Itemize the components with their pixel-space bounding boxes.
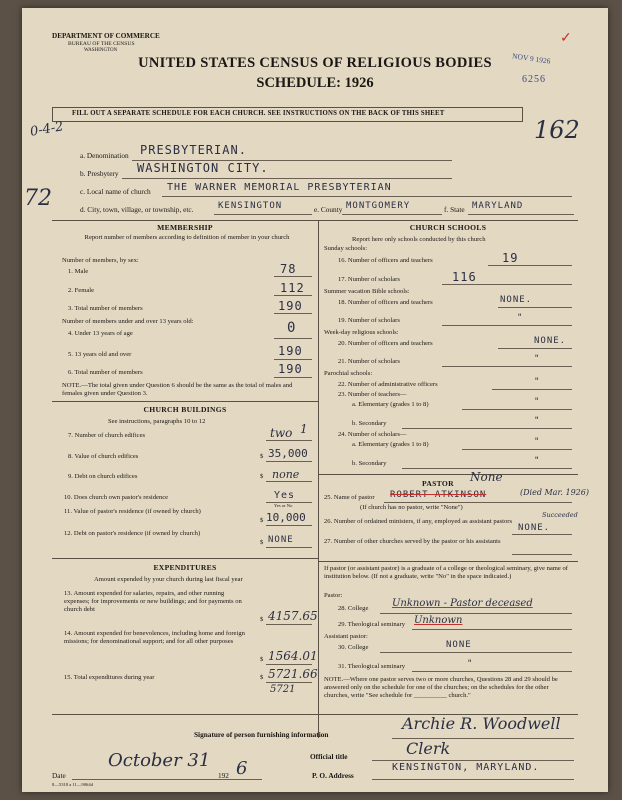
schools-heading: CHURCH SCHOOLS bbox=[409, 223, 487, 232]
q23b-label: b. Secondary bbox=[352, 420, 387, 427]
denomination-value: PRESBYTERIAN. bbox=[140, 143, 247, 157]
bureau-label: BUREAU OF THE CENSUS bbox=[68, 41, 135, 47]
q26-label: 26. Number of ordained ministers, if any, employed as assistant pastors bbox=[324, 518, 513, 525]
membership-note: NOTE.—The total given under Question 6 should be the same as the total of males and females given under Question 3. bbox=[62, 382, 293, 397]
q26-note: Succeeded bbox=[542, 511, 578, 519]
q29-value: Unknown bbox=[414, 615, 463, 626]
received-stamp-date: NOV 9 1926 bbox=[511, 51, 552, 66]
local-name-value: THE WARNER MEMORIAL PRESBYTERIAN bbox=[167, 182, 392, 193]
city-field-label: d. City, town, village, or township, etc. bbox=[80, 205, 194, 214]
schools-intro: Report here only schools conducted by this church bbox=[352, 236, 486, 243]
q29-label: 29. Theological seminary bbox=[338, 621, 406, 628]
q9-value: none bbox=[272, 468, 300, 481]
pastor-heading-note: None bbox=[470, 470, 503, 484]
membership-heading: MEMBERSHIP bbox=[157, 223, 213, 232]
official-title-value: Clerk bbox=[406, 739, 451, 758]
q17-value: 116 bbox=[452, 270, 477, 284]
q19-label: 19. Number of scholars bbox=[338, 317, 400, 324]
census-schedule-sheet: DEPARTMENT OF COMMERCE BUREAU OF THE CENSUS WASHINGTON UNITED STATES CENSUS OF RELIGIOUS BODIES SCHEDULE: 1926 NOV 9 1926 6256 ✓ FILL OUT A SEPARATE SCHEDULE FOR EACH CHURCH. SEE INSTRUCTIONS ON THE BACK OF THIS SHEET 0-4-2 162 72 a. Denomination PRESBYTERIAN. b. Presbytery WASHINGTON CITY. c. Local name of church THE WARNER MEMORIAL PRESBYTERIAN d. City, town, village, or township, etc. KENSINGTON e. County MONTGOMERY f. State MARYLAND MEMBERSHIP Report number of members according to definition of member in your church Number of members, by sex: 1. Male 78 2. Female 112 3. Total number of members 190 Number of members under and over 13 years old: 4. Under 13 years of age 0 5. 13 years old and over 190 6. Total number of members 190 NOTE.—The total given under Question 6 should be the same as the total of males and females given under Question 3. CHURCH BUILDINGS See instructions, paragraphs 10 to 12 7. Number of church edifices two 1 8. Value of church edifices $ 35,000 9. Debt on church edifices $ none 10. Does church own pastor's residence Yes Yes or No 11. Value of pastor's residence (if owned by church) $ 10,000 12. Debt on pastor's residence (if owned by church) $ NONE EXPENDITURES Amount expended by your church during last fiscal year 13. Amount expended for salaries, repairs, and other running expenses; for improvements or new buildings; and for payments on church debt $ 4157.65 14. Amount expended for benevolences, including home and foreign missions; for denominational support; and for all other purposes $ 1564.01 15. Total expenditures during year $ 5721.66 5721 CHURCH SCHOOLS Report here only schools conducted by this church Sunday schools: 16. Number of officers and teachers 19 17. Number of scholars 116 Summer vacation Bible schools: 18. Number of officers and teachers NONE. 19. Number of scholars " Week-day religious schools: 20. Number of officers and teachers NONE. 21. Number of scholars " Parochial schools: 22. Number of administrative officers " 23. Number of teachers— a. Elementary (grades 1 to 8) " b. Secondary " 24. Number of scholars— a. Elementary (grades 1 to 8) " b. Secondary " PASTOR None 25. Name of pastor ROBERT ATKINSON (Died Mar. 1926) (If church has no pastor, write "None") 26. Number of ordained ministers, if any, employed as assistant pastors NONE. Succeeded 27. Number of other churches served by the pastor or his assistants If pastor (or assistant pastor) is a graduate of a college or theological seminary, give name of institution below. (If not a graduate, write "No" in the space indicated.) Pastor: 28. College Unknown - Pastor deceased 29. Theological seminary Unknown Assistant pastor: 30. College NONE 31. Theological seminary " NOTE.—Where one pastor serves two or more churches, Questions 28 and 29 should be answered only on the schedule for one of the churches; on the schedules for the other churches, write "See schedule for __________ church." Signature of person furnishing information Archie R. Woodwell Official title Clerk Date October 31 192 6 P. O. Address KENSINGTON, MARYLAND. 8—5318 a 11—9064d bbox=[22, 8, 608, 792]
city-value: KENSINGTON bbox=[218, 201, 283, 211]
q25-label: 25. Name of pastor bbox=[324, 494, 375, 501]
form-subtitle: SCHEDULE: 1926 bbox=[256, 75, 374, 91]
county-value: MONTGOMERY bbox=[346, 201, 411, 211]
q6-value: 190 bbox=[278, 362, 303, 376]
q7-correction: 1 bbox=[300, 422, 308, 436]
sunday-schools-label: Sunday schools: bbox=[324, 245, 368, 252]
q25-hint: (If church has no pastor, write "None") bbox=[360, 504, 463, 511]
q28-label: 28. College bbox=[338, 605, 369, 612]
q7-value: two bbox=[270, 426, 293, 440]
q25-value: ROBERT ATKINSON bbox=[390, 490, 487, 500]
denomination-label: a. Denomination bbox=[80, 151, 129, 160]
q13-value: 4157.65 bbox=[268, 609, 318, 623]
local-name-label: c. Local name of church bbox=[80, 187, 151, 196]
q15-value: 5721.66 bbox=[268, 667, 318, 681]
q4-label: 4. Under 13 years of age bbox=[68, 330, 133, 337]
q22-label: 22. Number of administrative officers bbox=[338, 381, 438, 388]
department-label: DEPARTMENT OF COMMERCE bbox=[52, 32, 160, 40]
check-mark-icon: ✓ bbox=[560, 31, 572, 46]
official-title-label: Official title bbox=[310, 752, 348, 761]
q16-value: 19 bbox=[502, 251, 519, 265]
received-stamp-number: 6256 bbox=[522, 74, 546, 85]
side-mark: 72 bbox=[24, 186, 52, 211]
q16-label: 16. Number of officers and teachers bbox=[338, 257, 433, 264]
q1-label: 1. Male bbox=[68, 268, 89, 275]
q24-label: 24. Number of scholars— bbox=[338, 431, 407, 438]
q14-label: 14. Amount expended for benevolences, including home and foreign missions; for denominational support; and for all other purposes bbox=[64, 630, 245, 645]
q24b-value: " bbox=[534, 456, 541, 466]
county-label: e. County bbox=[314, 205, 343, 214]
city-label: WASHINGTON bbox=[84, 48, 118, 53]
q18-label: 18. Number of officers and teachers bbox=[338, 299, 433, 306]
q27-label: 27. Number of other churches served by the pastor or his assistants bbox=[324, 538, 501, 545]
college-intro: If pastor (or assistant pastor) is a graduate of a college or theological seminary, give name of institution below. (If not a graduate, write "No" in the space indicated.) bbox=[324, 565, 569, 580]
q24a-value: " bbox=[534, 437, 541, 447]
code-left: 0-4-2 bbox=[28, 119, 65, 140]
yes-no-hint: Yes or No bbox=[274, 503, 293, 508]
state-label: f. State bbox=[444, 205, 465, 214]
instruction-banner: FILL OUT A SEPARATE SCHEDULE FOR EACH CHURCH. SEE INSTRUCTIONS ON THE BACK OF THIS SHEET bbox=[72, 110, 445, 117]
q2-value: 112 bbox=[280, 281, 305, 295]
expenditures-intro: Amount expended by your church during last fiscal year bbox=[94, 576, 243, 583]
q23-label: 23. Number of teachers— bbox=[338, 391, 407, 398]
q22-value: " bbox=[534, 377, 541, 387]
form-number: 8—5318 a 11—9064d bbox=[52, 782, 93, 787]
pastor-subheading: Pastor: bbox=[324, 592, 343, 599]
q9-label: 9. Debt on church edifices bbox=[68, 473, 138, 480]
q11-label: 11. Value of pastor's residence (if owned by church) bbox=[64, 508, 201, 515]
q5-label: 5. 13 years old and over bbox=[68, 351, 132, 358]
signature-value: Archie R. Woodwell bbox=[402, 714, 561, 733]
age-label: Number of members under and over 13 years old: bbox=[62, 318, 194, 325]
year-prefix: 192 bbox=[218, 771, 229, 780]
buildings-heading: CHURCH BUILDINGS bbox=[143, 405, 227, 414]
pastor-heading: PASTOR bbox=[422, 479, 454, 488]
q4-value: 0 bbox=[287, 320, 297, 336]
summer-schools-label: Summer vacation Bible schools: bbox=[324, 288, 410, 295]
q20-value: NONE. bbox=[534, 336, 567, 346]
q24b-label: b. Secondary bbox=[352, 460, 387, 467]
q3-value: 190 bbox=[278, 299, 303, 313]
signature-label: Signature of person furnishing information bbox=[194, 730, 329, 739]
members-by-sex-label: Number of members, by sex: bbox=[62, 257, 139, 264]
q25-died-note: (Died Mar. 1926) bbox=[520, 488, 589, 497]
q20-label: 20. Number of officers and teachers bbox=[338, 340, 433, 347]
q19-value: " bbox=[517, 313, 524, 323]
q15-label: 15. Total expenditures during year bbox=[64, 674, 155, 681]
weekday-schools-label: Week-day religious schools: bbox=[324, 329, 399, 336]
q3-label: 3. Total number of members bbox=[68, 305, 143, 312]
q23a-label: a. Elementary (grades 1 to 8) bbox=[352, 401, 429, 408]
q21-value: " bbox=[534, 354, 541, 364]
q31-value: " bbox=[467, 659, 474, 669]
q2-label: 2. Female bbox=[68, 287, 95, 294]
buildings-see-instructions: See instructions, paragraphs 10 to 12 bbox=[108, 418, 206, 425]
q8-value: 35,000 bbox=[268, 447, 308, 460]
q18-value: NONE. bbox=[500, 295, 533, 305]
q7-label: 7. Number of church edifices bbox=[68, 432, 146, 439]
q13-label: 13. Amount expended for salaries, repairs, and other running expenses; for improvements or new buildings; and for payments on church debt bbox=[64, 590, 242, 613]
q21-label: 21. Number of scholars bbox=[338, 358, 400, 365]
q14-value: 1564.01 bbox=[268, 649, 318, 663]
q15-red-total: 5721 bbox=[270, 684, 296, 695]
q10-label: 10. Does church own pastor's residence bbox=[64, 494, 169, 501]
q8-label: 8. Value of church edifices bbox=[68, 453, 139, 460]
q12-value: NONE bbox=[268, 535, 294, 545]
expenditures-heading: EXPENDITURES bbox=[153, 563, 217, 572]
q6-label: 6. Total number of members bbox=[68, 369, 143, 376]
q30-value: NONE bbox=[446, 640, 472, 650]
state-value: MARYLAND bbox=[472, 201, 524, 211]
q10-value: Yes bbox=[274, 490, 296, 501]
q30-label: 30. College bbox=[338, 644, 369, 651]
q28-value: Unknown - Pastor deceased bbox=[392, 598, 533, 609]
date-value: October 31 bbox=[108, 750, 211, 771]
date-label: Date bbox=[52, 771, 66, 780]
parochial-schools-label: Parochial schools: bbox=[324, 370, 373, 377]
code-right: 162 bbox=[534, 116, 580, 144]
presbytery-value: WASHINGTON CITY. bbox=[137, 161, 269, 175]
membership-intro: Report number of members according to definition of member in your church bbox=[84, 234, 290, 241]
presbytery-label: b. Presbytery bbox=[80, 169, 119, 178]
q24a-label: a. Elementary (grades 1 to 8) bbox=[352, 441, 429, 448]
q1-value: 78 bbox=[280, 262, 297, 276]
q23a-value: " bbox=[534, 397, 541, 407]
q31-label: 31. Theological seminary bbox=[338, 663, 406, 670]
q26-value: NONE. bbox=[518, 523, 551, 533]
q11-value: 10,000 bbox=[266, 511, 306, 524]
q17-label: 17. Number of scholars bbox=[338, 276, 400, 283]
address-label: P. O. Address bbox=[312, 771, 354, 780]
form-title: UNITED STATES CENSUS OF RELIGIOUS BODIES bbox=[138, 55, 492, 71]
q23b-value: " bbox=[534, 416, 541, 426]
q5-value: 190 bbox=[278, 344, 303, 358]
address-value: KENSINGTON, MARYLAND. bbox=[392, 762, 540, 773]
year-digit: 6 bbox=[236, 758, 248, 779]
pastor-note: NOTE.—Where one pastor serves two or more churches, Questions 28 and 29 should be answered only on the schedule for one of the churches; on the schedules for the other churches, write "See schedule for __________ church." bbox=[324, 676, 558, 699]
q12-label: 12. Debt on pastor's residence (if owned by church) bbox=[64, 530, 201, 537]
assistant-subheading: Assistant pastor: bbox=[324, 633, 368, 640]
